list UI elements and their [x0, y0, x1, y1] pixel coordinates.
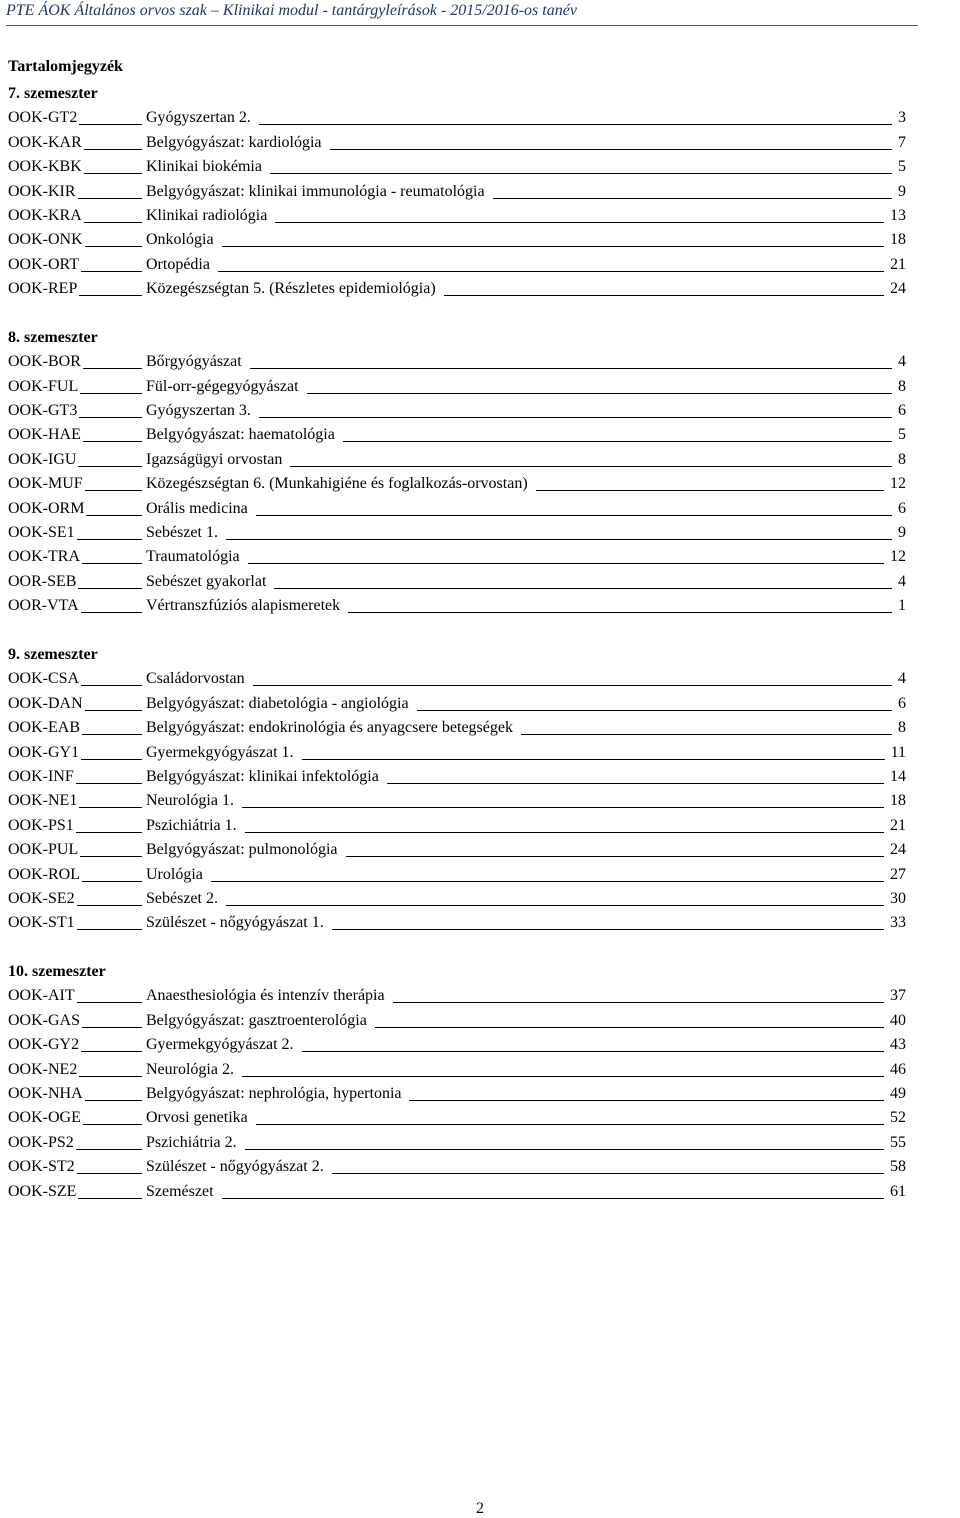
code-leader-line [84, 149, 142, 150]
toc-entry[interactable] [8, 277, 906, 301]
code-leader-line [79, 417, 142, 418]
course-name: Orális medicina [146, 497, 248, 521]
page-reference: 6 [898, 402, 906, 420]
page-leader-line [348, 612, 892, 613]
course-name: Sebészet 2. [146, 887, 218, 911]
toc-entry[interactable] [8, 106, 906, 130]
page-reference: 3 [898, 109, 906, 127]
toc-entry[interactable] [8, 1106, 906, 1130]
course-name: Urológia [146, 863, 203, 887]
course-name: Traumatológia [146, 545, 240, 569]
page-reference: 11 [890, 743, 906, 761]
course-code: OOK-KAR [8, 133, 82, 151]
page-reference: 21 [890, 816, 906, 834]
page-leader-line [302, 759, 885, 760]
toc-entry[interactable] [8, 375, 906, 399]
page-reference: 13 [890, 206, 906, 224]
course-name: Belgyógyászat: klinikai infektológia [146, 765, 379, 789]
toc-entry[interactable] [8, 545, 906, 569]
course-code: OOK-SE2 [8, 889, 75, 907]
course-name: Anaesthesiológia és intenzív therápia [146, 984, 385, 1008]
page-reference: 18 [890, 792, 906, 810]
toc-entry[interactable] [8, 911, 906, 935]
course-code: OOK-EAB [8, 719, 80, 737]
page-leader-line [242, 1076, 884, 1077]
page-leader-line [343, 441, 892, 442]
course-code: OOK-AIT [8, 987, 75, 1005]
toc-entry[interactable] [8, 1155, 906, 1179]
page-leader-line [256, 1124, 884, 1125]
course-code: OOK-TRA [8, 548, 80, 566]
page-reference: 33 [890, 914, 906, 932]
course-code: OOK-MUF [8, 475, 83, 493]
course-name: Pszichiátria 1. [146, 814, 237, 838]
code-leader-line [82, 1027, 142, 1028]
semester-heading: 8. szemeszter [8, 328, 98, 346]
toc-entry[interactable] [8, 863, 906, 887]
running-header: PTE ÁOK Általános orvos szak – Klinikai modul - tantárgyleírások - 2015/2016-os tanév [6, 2, 577, 19]
page-reference: 8 [898, 719, 906, 737]
code-leader-line [80, 856, 142, 857]
course-code: OOK-ONK [8, 231, 83, 249]
course-name: Vértranszfúziós alapismeretek [146, 594, 340, 618]
course-name: Ortopédia [146, 253, 210, 277]
code-leader-line [79, 807, 142, 808]
course-code: OOK-SE1 [8, 524, 75, 542]
course-code: OOK-KRA [8, 206, 82, 224]
page-leader-line [253, 685, 892, 686]
course-name: Gyógyszertan 3. [146, 399, 251, 423]
course-code: OOK-PS1 [8, 816, 74, 834]
page-reference: 24 [890, 280, 906, 298]
page-leader-line [222, 246, 884, 247]
page-reference: 55 [890, 1133, 906, 1151]
semester-heading: 7. szemeszter [8, 85, 98, 102]
toc-entry[interactable] [8, 887, 906, 911]
page-leader-line [375, 1027, 884, 1028]
page-reference: 43 [890, 1036, 906, 1054]
course-code: OOR-SEB [8, 572, 77, 590]
code-leader-line [78, 198, 142, 199]
page-reference: 58 [890, 1158, 906, 1176]
code-leader-line [81, 612, 142, 613]
code-leader-line [81, 1051, 142, 1052]
course-name: Belgyógyászat: kardiológia [146, 131, 322, 155]
toc-entry[interactable] [8, 1009, 906, 1033]
page-reference: 1 [898, 597, 906, 615]
course-name: Gyógyszertan 2. [146, 106, 251, 130]
course-name: Neurológia 2. [146, 1058, 234, 1082]
toc-entry[interactable] [8, 350, 906, 374]
toc-entry[interactable] [8, 204, 906, 228]
course-code: OOK-OGE [8, 1109, 81, 1127]
toc-entry[interactable] [8, 253, 906, 277]
course-code: OOR-VTA [8, 597, 79, 615]
toc-entry[interactable] [8, 765, 906, 789]
code-leader-line [77, 929, 142, 930]
course-code: OOK-NE1 [8, 792, 78, 810]
page-leader-line [409, 1100, 884, 1101]
page-leader-line [302, 1051, 884, 1052]
toc-entry[interactable] [8, 692, 906, 716]
course-name: Belgyógyászat: endokrinológia és anyagcsere betegségek [146, 716, 513, 740]
course-code: OOK-ST1 [8, 914, 75, 932]
toc-entry[interactable] [8, 423, 906, 447]
toc-entry[interactable] [8, 497, 906, 521]
course-code: OOK-FUL [8, 377, 79, 395]
course-name: Igazságügyi orvostan [146, 448, 282, 472]
toc-entry[interactable] [8, 984, 906, 1008]
code-leader-line [85, 710, 142, 711]
page-number: 2 [476, 1500, 484, 1517]
course-code: OOK-INF [8, 767, 74, 785]
toc-entry[interactable] [8, 1058, 906, 1082]
course-name: Pszichiátria 2. [146, 1131, 237, 1155]
page-reference: 4 [898, 670, 906, 688]
course-code: OOK-ORM [8, 499, 85, 517]
code-leader-line [83, 1124, 142, 1125]
toc-entry[interactable] [8, 180, 906, 204]
code-leader-line [85, 490, 142, 491]
code-leader-line [77, 1002, 142, 1003]
page-leader-line [417, 710, 892, 711]
toc-entry[interactable] [8, 1033, 906, 1057]
page-reference: 46 [890, 1060, 906, 1078]
page-leader-line [332, 1173, 884, 1174]
page-leader-line [250, 368, 892, 369]
page-reference: 5 [898, 426, 906, 444]
course-name: Orvosi genetika [146, 1106, 248, 1130]
page-reference: 9 [898, 182, 906, 200]
code-leader-line [81, 759, 142, 760]
course-code: OOK-NE2 [8, 1060, 78, 1078]
course-name: Belgyógyászat: haematológia [146, 423, 335, 447]
page-leader-line [245, 832, 884, 833]
code-leader-line [77, 539, 142, 540]
code-leader-line [77, 1173, 142, 1174]
course-code: OOK-DAN [8, 694, 83, 712]
page-leader-line [256, 515, 892, 516]
page-reference: 30 [890, 889, 906, 907]
page-leader-line [226, 905, 884, 906]
course-name: Gyermekgyógyászat 2. [146, 1033, 294, 1057]
toc-entry[interactable] [8, 472, 906, 496]
semester-heading: 10. szemeszter [8, 963, 106, 981]
course-code: OOK-GY2 [8, 1036, 80, 1054]
page-leader-line [393, 1002, 884, 1003]
toc-entry[interactable] [8, 814, 906, 838]
page-leader-line [330, 149, 892, 150]
toc-title: Tartalomjegyzék [8, 58, 123, 75]
code-leader-line [77, 905, 142, 906]
code-leader-line [84, 222, 142, 223]
course-code: OOK-GY1 [8, 743, 80, 761]
code-leader-line [76, 1149, 142, 1150]
code-leader-line [82, 881, 142, 882]
semester-heading: 9. szemeszter [8, 645, 98, 663]
code-leader-line [83, 368, 142, 369]
page-reference: 27 [890, 865, 906, 883]
toc-entry[interactable] [8, 716, 906, 740]
page-leader-line [259, 124, 892, 125]
page-reference: 37 [890, 987, 906, 1005]
page-leader-line [387, 783, 884, 784]
toc-entry[interactable] [8, 131, 906, 155]
course-code: OOK-IGU [8, 450, 77, 468]
course-code: OOK-ROL [8, 865, 80, 883]
course-name: Bőrgyógyászat [146, 350, 242, 374]
course-code: OOK-HAE [8, 426, 81, 444]
page-leader-line [245, 1149, 884, 1150]
course-code: OOK-NHA [8, 1085, 83, 1103]
course-name: Neurológia 1. [146, 789, 234, 813]
page-leader-line [346, 856, 884, 857]
course-name: Belgyógyászat: klinikai immunológia - reumatológia [146, 180, 485, 204]
page-reference: 5 [898, 158, 906, 176]
page-reference: 49 [890, 1085, 906, 1103]
page-leader-line [307, 393, 892, 394]
course-code: OOK-ST2 [8, 1158, 75, 1176]
toc-entry[interactable] [8, 228, 906, 252]
page-leader-line [242, 807, 884, 808]
course-code: OOK-CSA [8, 670, 80, 688]
page-reference: 7 [898, 133, 906, 151]
page-leader-line [536, 490, 884, 491]
toc-entry[interactable] [8, 1082, 906, 1106]
code-leader-line [79, 124, 142, 125]
page-leader-line [275, 222, 884, 223]
toc-entry[interactable] [8, 1180, 906, 1204]
code-leader-line [79, 295, 142, 296]
course-name: Közegészségtan 6. (Munkahigiéne és foglalkozás-orvostan) [146, 472, 528, 496]
page-leader-line [290, 466, 892, 467]
page-reference: 21 [890, 255, 906, 273]
toc-entry[interactable] [8, 521, 906, 545]
toc-entry[interactable] [8, 789, 906, 813]
page-leader-line [226, 539, 892, 540]
page-leader-line [493, 198, 892, 199]
course-name: Szülészet - nőgyógyászat 2. [146, 1155, 324, 1179]
course-name: Gyermekgyógyászat 1. [146, 741, 294, 765]
course-code: OOK-BOR [8, 353, 81, 371]
code-leader-line [80, 393, 142, 394]
page-leader-line [332, 929, 884, 930]
page-reference: 40 [890, 1011, 906, 1029]
toc-entry[interactable] [8, 741, 906, 765]
page-leader-line [211, 881, 884, 882]
course-name: Sebészet gyakorlat [146, 570, 266, 594]
code-leader-line [78, 1198, 142, 1199]
course-name: Klinikai biokémia [146, 155, 262, 179]
course-name: Belgyógyászat: nephrológia, hypertonia [146, 1082, 401, 1106]
page-reference: 4 [898, 572, 906, 590]
toc-entry[interactable] [8, 1131, 906, 1155]
page-reference: 61 [890, 1182, 906, 1200]
toc-entry[interactable] [8, 594, 906, 618]
code-leader-line [78, 588, 142, 589]
page-reference: 4 [898, 353, 906, 371]
code-leader-line [82, 563, 142, 564]
page-reference: 14 [890, 767, 906, 785]
toc-entry[interactable] [8, 448, 906, 472]
page-leader-line [222, 1198, 884, 1199]
toc-entry[interactable] [8, 667, 906, 691]
page-leader-line [270, 173, 892, 174]
code-leader-line [83, 441, 142, 442]
toc-entry[interactable] [8, 570, 906, 594]
course-code: OOK-KBK [8, 158, 82, 176]
course-code: OOK-KIR [8, 182, 76, 200]
page-reference: 6 [898, 499, 906, 517]
code-leader-line [76, 832, 142, 833]
code-leader-line [85, 246, 142, 247]
course-name: Belgyógyászat: diabetológia - angiológia [146, 692, 409, 716]
course-name: Családorvostan [146, 667, 245, 691]
course-code: OOK-PS2 [8, 1133, 74, 1151]
course-name: Közegészségtan 5. (Részletes epidemiológia) [146, 277, 436, 301]
code-leader-line [78, 466, 142, 467]
course-code: OOK-GAS [8, 1011, 80, 1029]
toc-entry[interactable] [8, 155, 906, 179]
page-reference: 52 [890, 1109, 906, 1127]
course-name: Szülészet - nőgyógyászat 1. [146, 911, 324, 935]
course-code: OOK-GT3 [8, 402, 78, 420]
course-name: Klinikai radiológia [146, 204, 267, 228]
page-reference: 12 [890, 548, 906, 566]
table-of-contents [8, 82, 906, 1204]
page-reference: 18 [890, 231, 906, 249]
code-leader-line [79, 1076, 142, 1077]
course-code: OOK-GT2 [8, 109, 78, 127]
code-leader-line [85, 1100, 142, 1101]
page-reference: 12 [890, 475, 906, 493]
page-reference: 24 [890, 841, 906, 859]
code-leader-line [81, 685, 142, 686]
course-name: Belgyógyászat: pulmonológia [146, 838, 338, 862]
course-name: Sebészet 1. [146, 521, 218, 545]
page-leader-line [259, 417, 892, 418]
header-divider [6, 25, 918, 26]
code-leader-line [82, 734, 142, 735]
course-name: Fül-orr-gégegyógyászat [146, 375, 299, 399]
page-leader-line [218, 271, 884, 272]
course-code: OOK-SZE [8, 1182, 77, 1200]
code-leader-line [81, 271, 142, 272]
toc-entry[interactable] [8, 399, 906, 423]
course-code: OOK-ORT [8, 255, 80, 273]
page-leader-line [521, 734, 892, 735]
page-reference: 9 [898, 524, 906, 542]
page-leader-line [274, 588, 892, 589]
course-code: OOK-PUL [8, 841, 79, 859]
toc-entry[interactable] [8, 838, 906, 862]
page-leader-line [444, 295, 884, 296]
page-leader-line [248, 563, 884, 564]
code-leader-line [76, 783, 142, 784]
course-code: OOK-REP [8, 280, 78, 298]
course-name: Onkológia [146, 228, 214, 252]
code-leader-line [86, 515, 142, 516]
course-name: Belgyógyászat: gasztroenterológia [146, 1009, 367, 1033]
code-leader-line [84, 173, 142, 174]
page-reference: 6 [898, 694, 906, 712]
page-reference: 8 [898, 377, 906, 395]
page-reference: 8 [898, 450, 906, 468]
course-name: Szemészet [146, 1180, 214, 1204]
